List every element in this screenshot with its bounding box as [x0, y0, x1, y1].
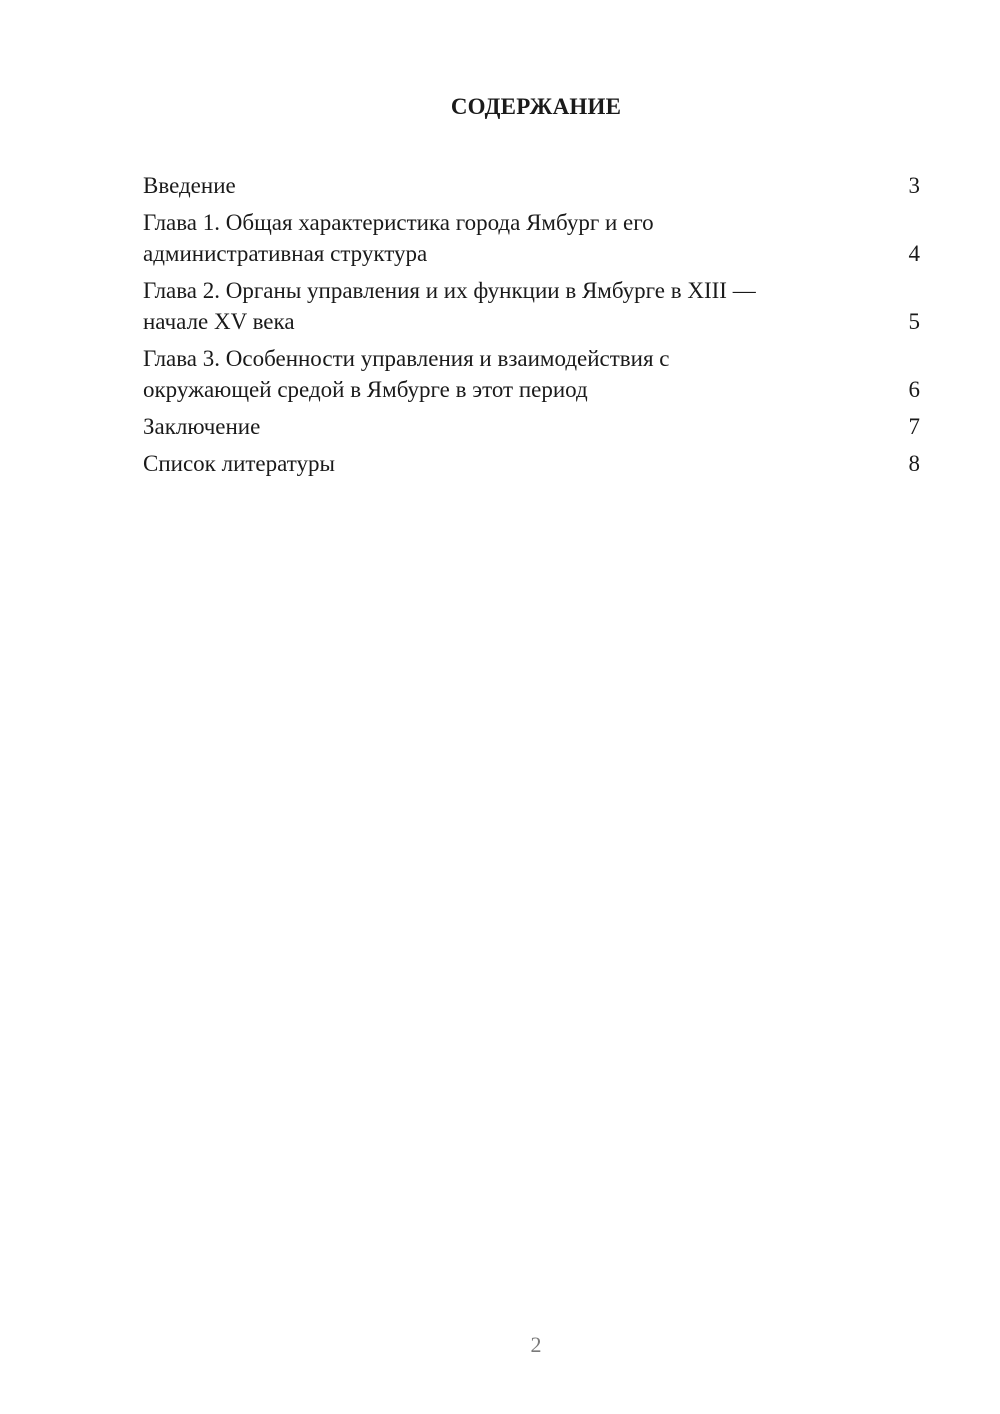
toc-entry-chapter-1[interactable]: [143, 207, 920, 269]
toc-entry-title: [143, 411, 833, 442]
toc-entry-line: Глава 3. Особенности управления и взаимодействия с: [143, 346, 670, 371]
toc-entry-chapter-3[interactable]: [143, 343, 920, 405]
toc-entry-title: [143, 448, 833, 479]
toc-entry-line: Глава 2. Органы управления и их функции в Ямбурге в XIII —: [143, 278, 756, 303]
page-title: СОДЕРЖАНИЕ: [450, 94, 622, 119]
toc-entry-page-number: 5: [908, 309, 920, 334]
toc-entry-conclusion[interactable]: [143, 411, 920, 442]
toc-entry-line: Список литературы: [143, 451, 335, 476]
page-number: 2: [530, 1332, 542, 1357]
toc-entry-chapter-2[interactable]: [143, 275, 920, 337]
toc-entry-line: начале XV века: [143, 309, 295, 334]
toc-entry-page-number: 6: [908, 377, 920, 402]
toc-entry-page-number: 7: [908, 414, 920, 439]
toc-entry-title: [143, 170, 833, 201]
toc-entry-line: административная структура: [143, 241, 428, 266]
toc-entry-title: [143, 343, 833, 405]
table-of-contents: [143, 170, 920, 485]
toc-entry-line: Введение: [143, 173, 236, 198]
toc-entry-page-number: 8: [908, 451, 920, 476]
toc-entry-references[interactable]: [143, 448, 920, 479]
toc-entry-title: [143, 275, 833, 337]
toc-entry-line: Заключение: [143, 414, 261, 439]
toc-entry-line: окружающей средой в Ямбурге в этот период: [143, 377, 588, 402]
toc-entry-line: Глава 1. Общая характеристика города Ямбург и его: [143, 210, 654, 235]
toc-entry-introduction[interactable]: [143, 170, 920, 201]
toc-entry-page-number: 4: [908, 241, 920, 266]
toc-entry-title: [143, 207, 833, 269]
toc-entry-page-number: 3: [908, 173, 920, 198]
